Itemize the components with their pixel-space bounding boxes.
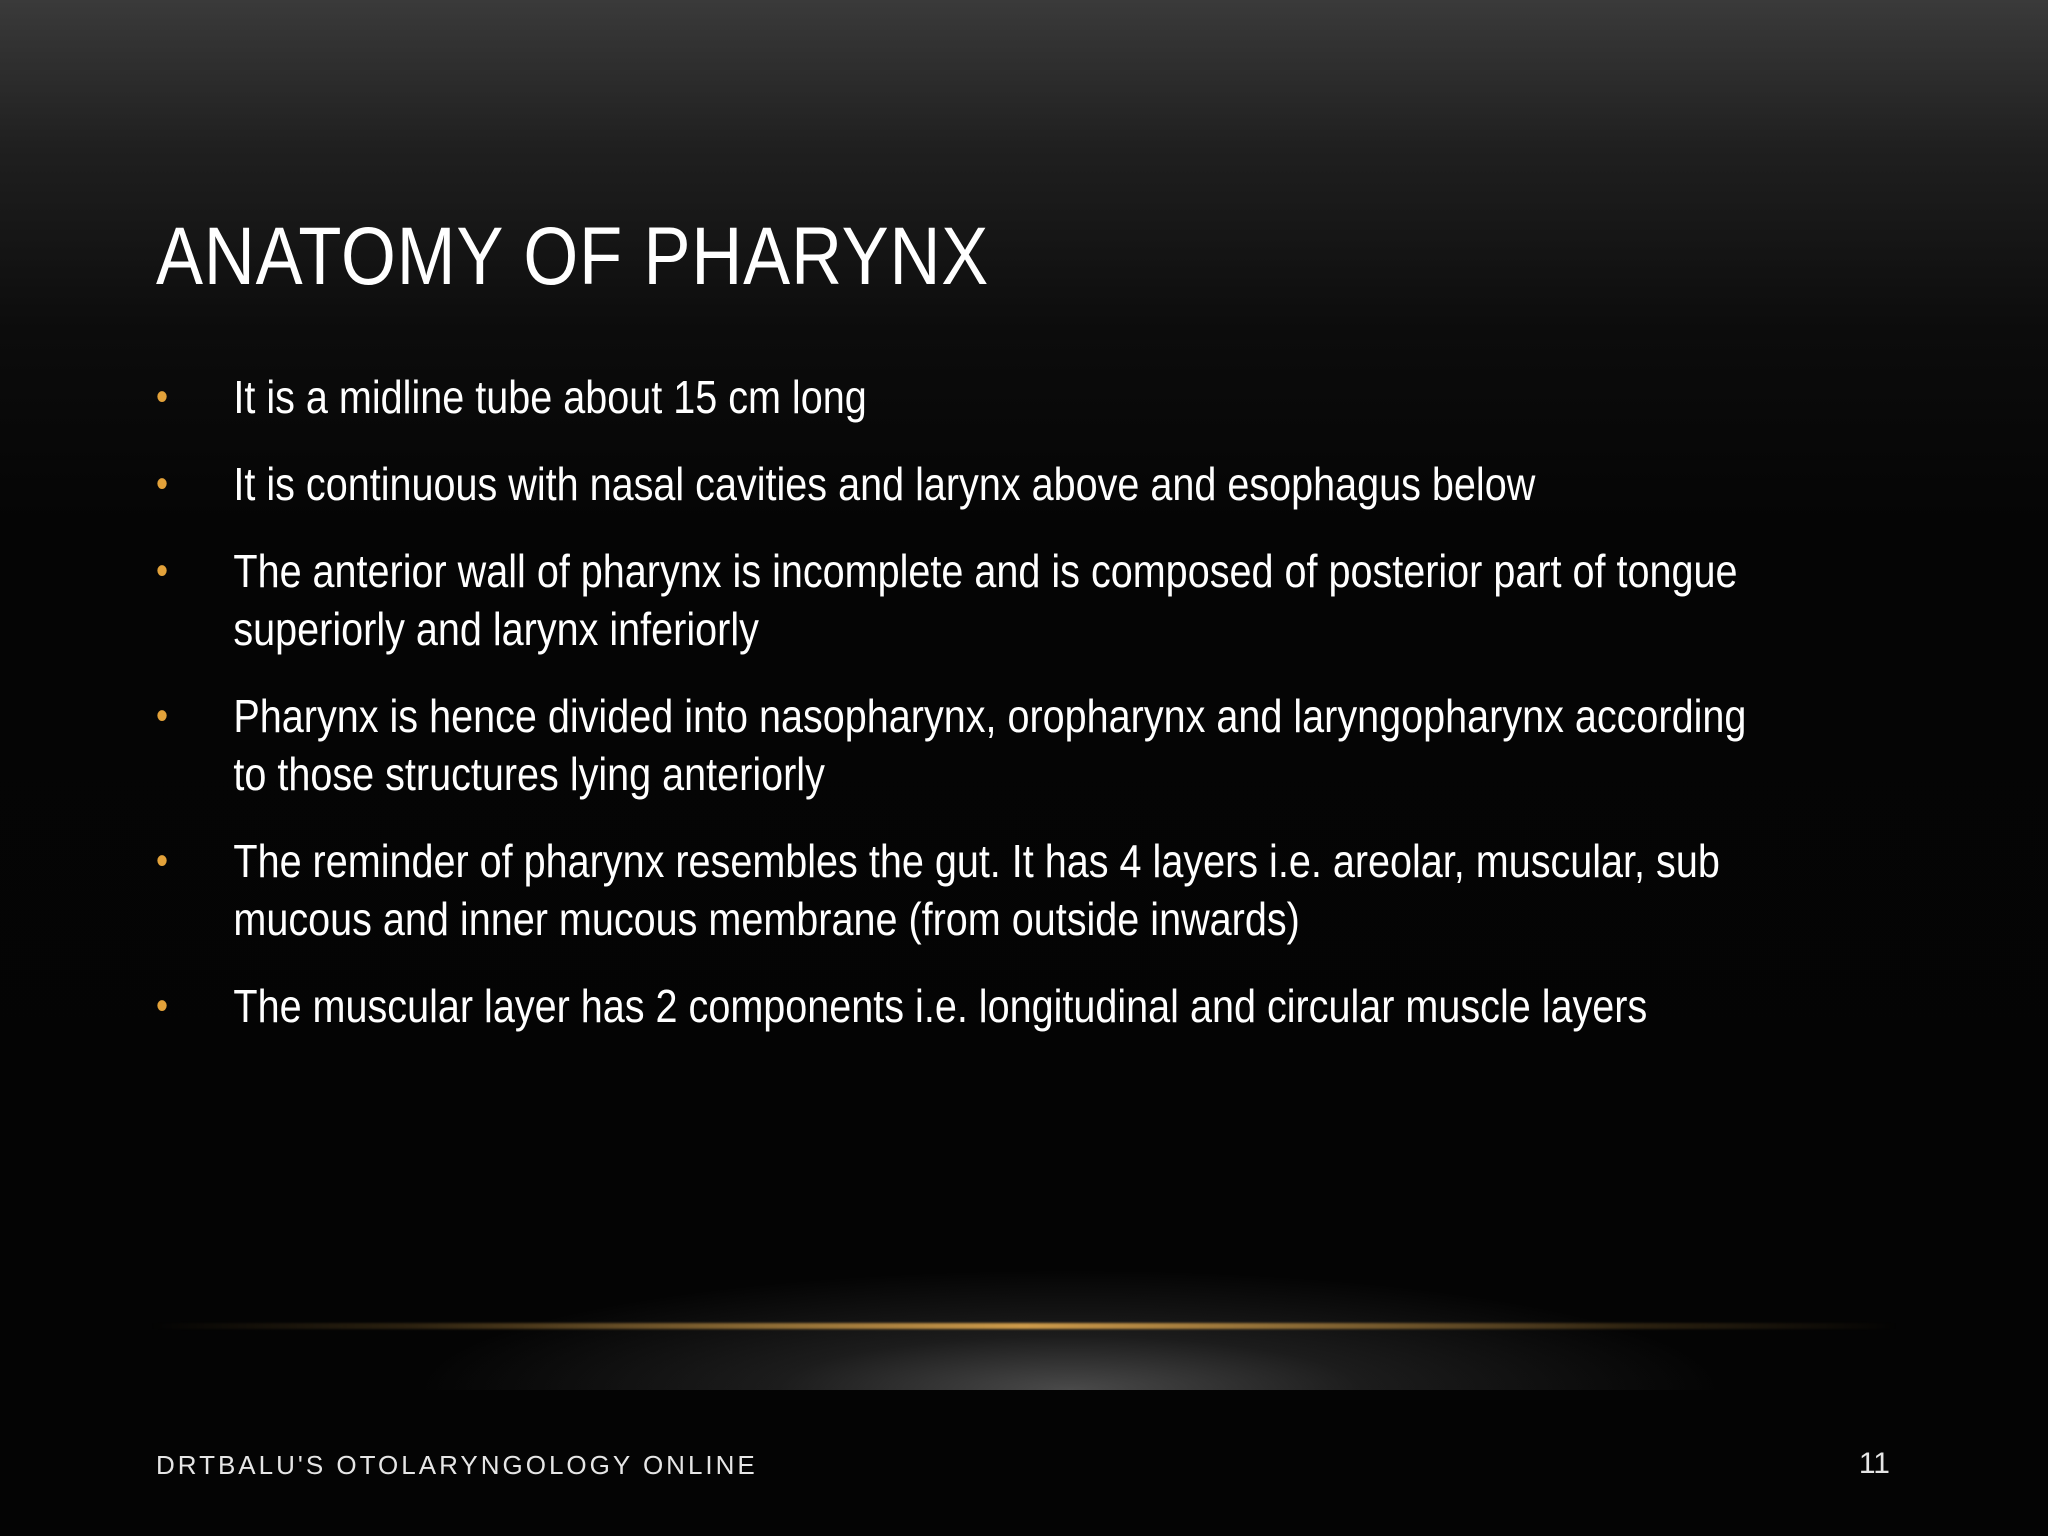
bullet-item <box>156 687 1773 803</box>
decorative-glow <box>420 1150 1720 1390</box>
bullet-text: The reminder of pharynx resembles the gut. It has 4 layers i.e. areolar, muscular, sub mucous and inner mucous membrane (from outside inwards) <box>233 835 1720 945</box>
bullet-text: The anterior wall of pharynx is incomplete and is composed of posterior part of tongue superiorly and larynx inferiorly <box>233 545 1738 655</box>
slide-title: ANATOMY OF PHARYNX <box>156 211 990 302</box>
bullet-item <box>156 977 1773 1035</box>
bullet-icon: • <box>156 375 169 419</box>
bullet-text: It is continuous with nasal cavities and larynx above and esophagus below <box>233 458 1536 510</box>
bullet-text: It is a midline tube about 15 cm long <box>233 371 867 423</box>
bullet-icon: • <box>156 549 169 593</box>
decorative-accent-line <box>150 1323 1898 1329</box>
bullet-icon: • <box>156 984 169 1028</box>
bullet-item <box>156 542 1773 658</box>
footer-text: DRTBALU'S OTOLARYNGOLOGY ONLINE <box>156 1450 758 1480</box>
bullet-text: The muscular layer has 2 components i.e. longitudinal and circular muscle layers <box>233 980 1648 1032</box>
bullet-icon: • <box>156 462 169 506</box>
bullet-icon: • <box>156 694 169 738</box>
bullet-list <box>156 368 1773 1064</box>
bullet-item <box>156 455 1773 513</box>
bullet-text: Pharynx is hence divided into nasopharynx, oropharynx and laryngopharynx according to those structures lying anteriorly <box>233 690 1747 800</box>
bullet-item <box>156 368 1773 426</box>
bullet-icon: • <box>156 839 169 883</box>
page-number: 11 <box>1858 1447 1890 1480</box>
bullet-item <box>156 832 1773 948</box>
